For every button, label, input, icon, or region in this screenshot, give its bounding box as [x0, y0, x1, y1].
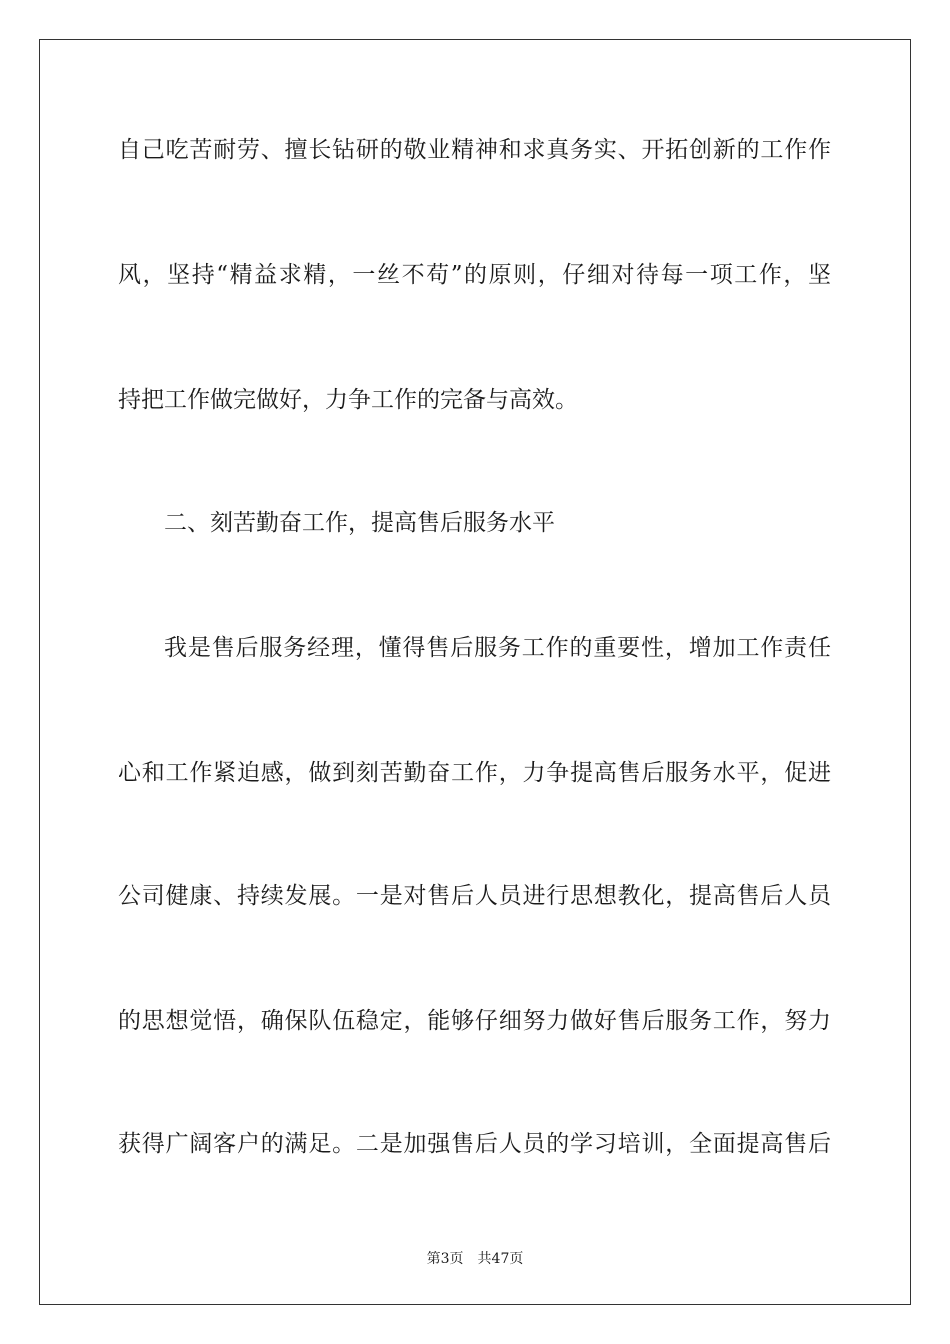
body-line-7: 的思想觉悟，确保队伍稳定，能够仔细努力做好售后服务工作，努力 [118, 1008, 831, 1034]
body-line-8: 获得广阔客户的满足。二是加强售后人员的学习培训，全面提高售后 [118, 1131, 831, 1157]
body-line-6: 公司健康、持续发展。一是对售后人员进行思想教化，提高售后人员 [118, 883, 831, 909]
body-line-4: 我是售后服务经理，懂得售后服务工作的重要性，增加工作责任 [164, 635, 831, 661]
page-border [39, 39, 911, 1305]
body-line-5: 心和工作紧迫感，做到刻苦勤奋工作，力争提高售后服务水平，促进 [118, 760, 831, 786]
page-footer [0, 1248, 950, 1268]
total-pages: 共47页 [477, 1251, 524, 1267]
section-heading: 二、刻苦勤奋工作，提高售后服务水平 [164, 510, 555, 536]
page-number: 第3页 [426, 1251, 464, 1267]
body-line-2: 风，坚持“精益求精，一丝不苟”的原则，仔细对待每一项工作，坚 [118, 262, 831, 288]
body-line-3: 持把工作做完做好，力争工作的完备与高效。 [118, 387, 578, 413]
body-line-1: 自己吃苦耐劳、擅长钻研的敬业精神和求真务实、开拓创新的工作作 [118, 137, 831, 163]
